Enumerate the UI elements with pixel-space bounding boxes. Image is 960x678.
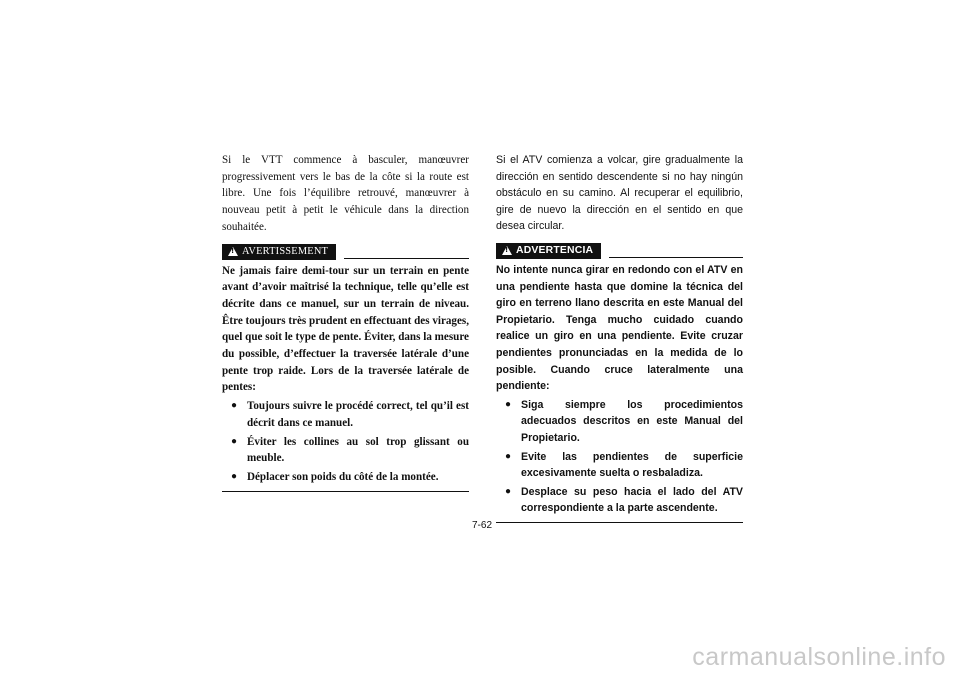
french-warning-badge [222,244,336,260]
spanish-warning-label: ADVERTENCIA [516,244,594,256]
bullet-icon: ● [505,485,512,497]
french-intro-paragraph: Si le VTT commence à basculer, manœuvrer progressivement vers le bas de la côte si la route est libre. Une fois l’équilibre retrouvé, manœuvrer à nouveau petit à petit le véhicule dans la direction souhaitée. [222,154,469,233]
list-item: ● Desplace su peso hacia el lado del ATV correspondiente a la parte ascendente. [505,485,743,515]
spanish-bullet-list [496,397,743,517]
french-warning-label: AVERTISSEMENT [242,245,329,257]
french-warning-header [222,244,469,260]
french-bullet-list [222,398,469,486]
list-item: ● Déplacer son poids du côté de la montée. [222,469,469,486]
list-item: ● Toujours suivre le procédé correct, tel qu’il est décrit dans ce manuel. [231,400,469,429]
spanish-column [496,152,743,523]
french-end-rule [222,491,469,492]
spanish-warning-badge [496,243,601,259]
list-item: ● Evite las pendientes de superficie excesivamente suelta o resbaladiza. [505,450,743,480]
spanish-warning-rule [609,257,743,258]
bullet-icon: ● [231,470,238,482]
french-warning-rule [344,258,469,259]
bullet-icon: ● [231,400,238,412]
bullet-icon: ● [231,435,238,447]
list-item: ● Siga siempre los procedimientos adecuados descritos en este Manual del Propietario. [505,398,743,444]
list-item: ● Éviter les collines au sol trop glissant ou meuble. [231,435,469,465]
bullet-icon: ● [505,450,512,462]
spanish-end-rule [496,522,743,523]
bullet-icon: ● [505,398,512,410]
page-number: 7-62 [471,520,492,531]
warning-triangle-icon [228,247,238,256]
warning-triangle-icon [502,246,512,255]
french-column [222,152,469,492]
spanish-warning-text: No intente nunca girar en redondo con el ATV en una pendiente hasta que domine la técnica del giro en terreno llano descrita en este Manual del Propietario. Tenga mucho cuidado cuando realice un giro en una pendiente. Evite cruzar pendientes pronunciadas en la medida de lo posible. Cuando cruce lateralmente una pendiente: [496,263,743,393]
watermark: carmanualsonline.info [692,643,946,671]
french-warning-text: Ne jamais faire demi-tour sur un terrain en pente avant d’avoir maîtrisé la technique, telle qu’elle est décrite dans ce manuel, sur un terrain de niveau. Être toujours très prudent en effectuant des virages, quel que soit le type de pente. Éviter, dans la mesure du possible, d’effectuer la traversée latérale d’une pente trop raide. Lors de la traversée latérale de pentes: [222,264,469,394]
spanish-warning-header [496,243,743,259]
spanish-intro-paragraph: Si el ATV comienza a volcar, gire gradualmente la dirección en sentido descendente si no hay ningún obstáculo en su camino. Al recuperar el equilibrio, gire de nuevo la dirección en el sentido en que desea circular. [496,154,743,233]
